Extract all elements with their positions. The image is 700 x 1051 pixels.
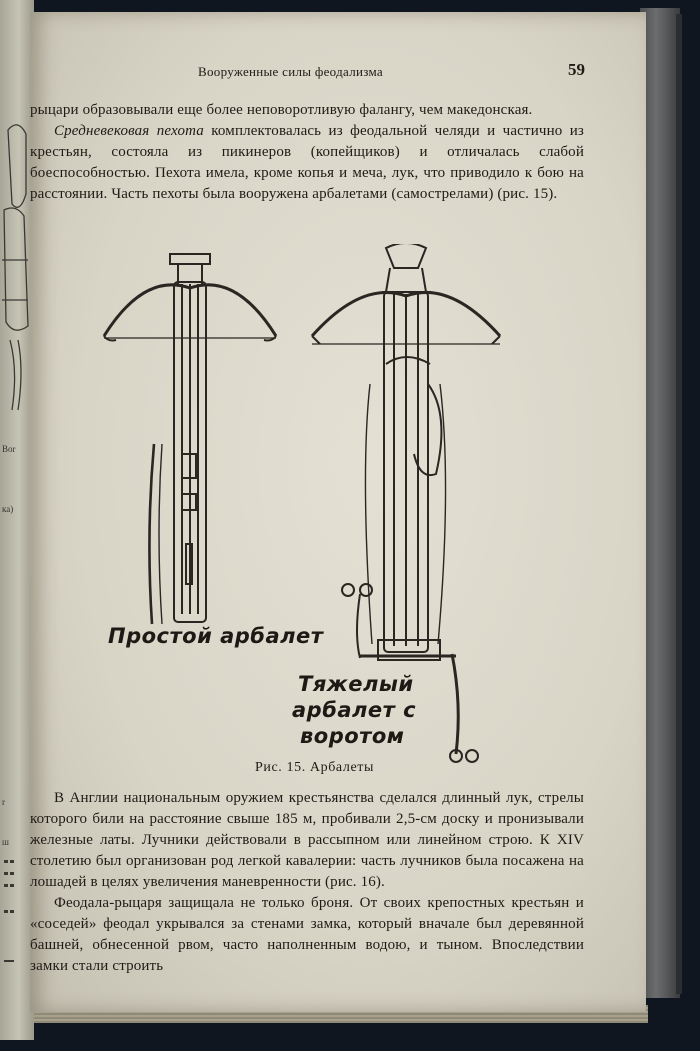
left-page-fragment: Bor [2, 444, 16, 454]
paragraph: рыцари образовывали еще более неповоротливую фалангу, чем македонская. [30, 102, 533, 118]
text-block-top [30, 100, 584, 205]
book-page [30, 12, 646, 1012]
label-heavy-crossbow-line3: воротом [300, 724, 405, 748]
left-page-marks [0, 850, 30, 990]
paragraph: Феодала-рыцаря защищала не только броня. От своих крепостных крестьян и «соседей» феодал укрывался за стенами замка, который вначале был деревянной башней, обнесенной рвом, часто наполненным водою, и тыном. Впоследствии замки стали строить [30, 895, 584, 974]
label-heavy-crossbow-line2: арбалет с [292, 698, 417, 722]
paragraph [30, 121, 584, 205]
book-spine [676, 14, 682, 994]
page-number: 59 [568, 60, 585, 79]
simple-crossbow-drawing [104, 254, 276, 624]
left-page-fragment: ка) [2, 504, 14, 514]
paragraph-text: комплектовалась из феодальной челяди и частично из крестьян, состояла из пикинеров (копейщиков) и отличалась слабой боеспособностью. Пехота имела, кроме копья и меча, лук, что приводило к бою на расстоянии. Часть пехоты была вооружена арбалетами (самострелами) (рис. 15). [30, 123, 584, 202]
left-page-fragment: r [2, 797, 5, 807]
figure-caption: Рис. 15. Арбалеты [255, 760, 374, 775]
page-header [30, 60, 646, 82]
book-cover-edge [640, 8, 680, 998]
label-heavy-crossbow-line1: Тяжелый [298, 672, 414, 696]
left-page-illustration [0, 110, 30, 420]
emphasized-term: Средневековая пехота [54, 123, 204, 139]
text-block-bottom [30, 788, 584, 977]
label-simple-crossbow: Простой арбалет [108, 624, 324, 648]
left-page-fragment: ш [2, 837, 9, 847]
left-facing-page [0, 0, 34, 1040]
running-title: Вооруженные силы феодализма [198, 64, 383, 79]
paragraph: В Англии национальным оружием крестьянства сделался длинный лук, стрелы которого били на расстояние свыше 185 м, пробивали 2,5-см доску и пронизывали железные латы. Лучники действовали в рассыпном или линейном строю. К XIV столетию был организован род легкой кавалерии: часть лучников была посажена на лошадей в целях увеличения маневренности (рис. 16). [30, 790, 584, 890]
